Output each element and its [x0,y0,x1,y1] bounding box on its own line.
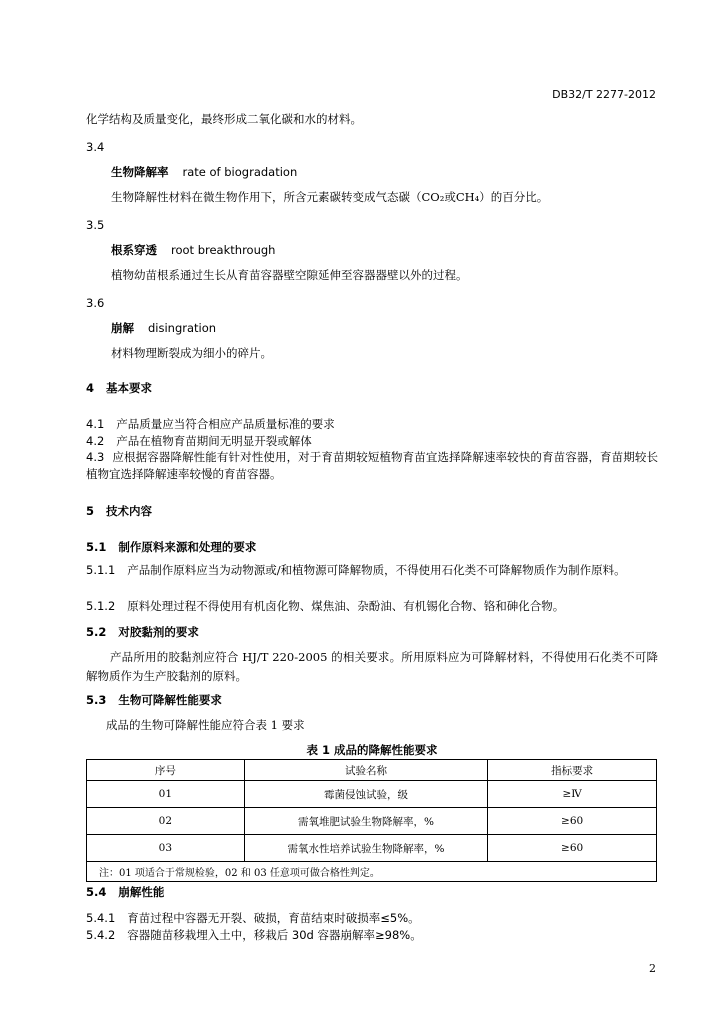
table-cell: 需氧堆肥试验生物降解率，% [244,808,488,835]
column-header: 序号 [87,760,245,781]
term-definition: 材料物理断裂成为细小的碎片。 [111,346,272,360]
table-cell: ≥60 [488,835,657,862]
term-cn: 生物降解率 [111,165,169,179]
table-row [87,781,657,808]
term-en: rate of biogradation [182,165,298,179]
subsection-heading: 5.3 生物可降解性能要求 [86,693,222,707]
term-heading [111,320,216,336]
table-note-row [87,862,657,882]
section-heading: 4 基本要求 [86,381,153,395]
term-cn: 崩解 [111,321,134,335]
column-header: 指标要求 [488,760,657,781]
term-definition: 植物幼苗根系通过生长从育苗容器壁空隙延伸至容器器壁以外的过程。 [111,268,468,282]
table-header-row [87,760,657,781]
table-note: 注：01 项适合于常规检验，02 和 03 任意项可做合格性判定。 [87,862,657,882]
clause: 4.3 应根据容器降解性能有针对性使用，对于育苗期较短植物育苗宜选择降解速率较快的育苗容器，育苗期较长植物宜选择降解速率较慢的育苗容器。 [86,450,658,481]
table-row [87,808,657,835]
intro-line: 化学结构及质量变化，最终形成二氧化碳和水的材料。 [86,112,362,126]
paragraph: 成品的生物可降解性能应符合表 1 要求 [106,718,305,732]
term-en: disingration [148,321,217,335]
requirements-table [86,759,657,882]
table-cell: ≥Ⅳ [488,781,657,808]
term-definition: 生物降解性材料在微生物作用下，所含元素碳转变成气态碳（CO₂或CH₄）的百分比。 [111,190,549,204]
clause: 4.1 产品质量应当符合相应产品质量标准的要求 [86,417,335,431]
table-cell: 需氧水性培养试验生物降解率，% [244,835,488,862]
clause: 4.2 产品在植物育苗期间无明显开裂或解体 [86,434,312,448]
section-heading: 5 技术内容 [86,504,153,518]
subsection-heading: 5.1 制作原料来源和处理的要求 [86,540,257,554]
clause: 5.1.1 产品制作原料应当为动物源或/和植物源可降解物质，不得使用石化类不可降解物质作为制作原料。 [86,563,626,577]
table-cell: 02 [87,808,245,835]
term-number: 3.5 [86,218,105,232]
table-caption: 表 1 成品的降解性能要求 [306,743,438,757]
table-cell: 01 [87,781,245,808]
subsection-heading: 5.2 对胶黏剂的要求 [86,625,199,639]
clause: 5.1.2 原料处理过程不得使用有机卤化物、煤焦油、杂酚油、有机锡化合物、铬和砷化合物。 [86,599,565,613]
page-number: 2 [649,962,656,975]
term-cn: 根系穿透 [111,243,157,257]
term-en: root breakthrough [171,243,276,257]
term-number: 3.4 [86,140,105,154]
subsection-heading: 5.4 崩解性能 [86,885,165,899]
table-row [87,835,657,862]
doc-code: DB32/T 2277-2012 [552,88,656,101]
clause: 5.4.2 容器随苗移栽埋入土中，移栽后 30d 容器崩解率≥98%。 [86,928,422,942]
term-number: 3.6 [86,296,105,310]
term-heading [111,242,275,258]
table-cell: 霉菌侵蚀试验，级 [244,781,488,808]
table-cell: 03 [87,835,245,862]
clause: 5.4.1 育苗过程中容器无开裂、破损，育苗结束时破损率≤5%。 [86,911,420,925]
column-header: 试验名称 [244,760,488,781]
paragraph: 产品所用的胶黏剂应符合 HJ/T 220-2005 的相关要求。所用原料应为可降解材料，不得使用石化类不可降解物质作为生产胶黏剂的原料。 [86,650,658,683]
term-heading [111,164,297,180]
table-cell: ≥60 [488,808,657,835]
